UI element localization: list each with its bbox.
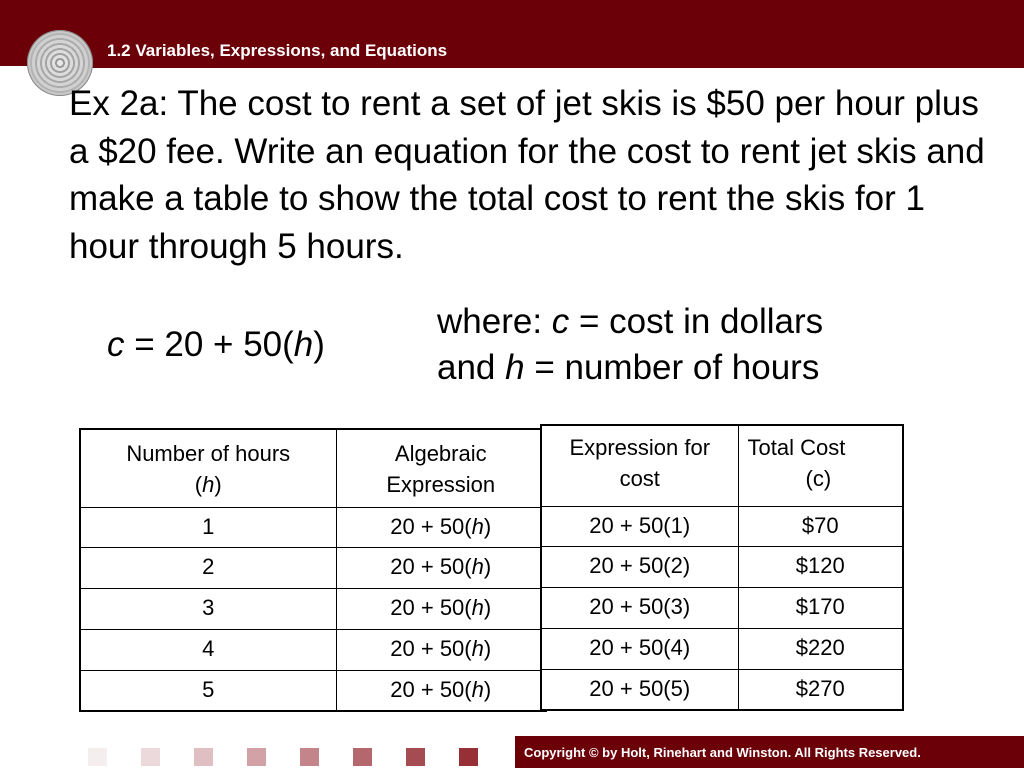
decorative-square <box>406 748 425 766</box>
decorative-square <box>141 748 160 766</box>
hours-cell: 2 <box>80 548 336 589</box>
table-row <box>80 670 546 711</box>
copyright-text: Copyright © by Holt, Rinehart and Winston. All Rights Reserved. <box>524 745 921 760</box>
table-header-row <box>80 429 546 507</box>
expr-prefix: 20 + 50( <box>390 676 472 702</box>
decorative-square <box>353 748 372 766</box>
table-row <box>541 669 903 710</box>
header-paren-open: ( <box>194 472 203 497</box>
total-cost-cell: $170 <box>738 588 903 629</box>
slide-title: 1.2 Variables, Expressions, and Equations <box>107 41 448 60</box>
expr-prefix: 20 + 50( <box>390 595 472 621</box>
table-row <box>80 629 546 670</box>
decorative-square <box>194 748 213 766</box>
decorative-square <box>88 748 107 766</box>
cost-table <box>540 424 904 711</box>
equation-rhs-prefix: 20 + 50( <box>164 325 294 364</box>
total-cost-cell: $220 <box>738 628 903 669</box>
variable-c: c <box>107 325 125 364</box>
expr-suffix: ) <box>483 513 492 539</box>
hours-expression-table <box>79 428 547 712</box>
expr-variable: h <box>471 676 484 702</box>
expr-suffix: ) <box>483 554 492 580</box>
header-hours-label: Number of hours <box>126 441 291 466</box>
table-row <box>80 507 546 548</box>
header-expression-label: Expression <box>386 472 496 497</box>
problem-statement: Ex 2a: The cost to rent a set of jet skis is $50 per hour plus a $20 fee. Write an equation for the cost to rent jet skis and make a table to show the total cost to rent the skis for 1 hour through 5 hours. <box>69 84 985 266</box>
expression-cell <box>336 507 546 548</box>
definition-c-text: = cost in dollars <box>569 302 824 341</box>
header-paren-close: ) <box>214 472 222 497</box>
expr-prefix: 20 + 50( <box>390 513 472 539</box>
header-underline <box>88 66 1024 68</box>
table-row <box>80 548 546 589</box>
equals-sign: = <box>124 325 165 364</box>
variable-definitions <box>437 299 823 391</box>
decorative-square <box>300 748 319 766</box>
hours-cell: 3 <box>80 589 336 630</box>
cost-expression-cell: 20 + 50(4) <box>541 628 738 669</box>
expr-variable: h <box>471 554 484 580</box>
table-row <box>541 588 903 629</box>
cost-expression-cell: 20 + 50(5) <box>541 669 738 710</box>
definition-h <box>437 345 823 391</box>
table-row <box>541 628 903 669</box>
decorative-square <box>247 748 266 766</box>
expression-cell <box>336 548 546 589</box>
cost-expression-cell: 20 + 50(3) <box>541 588 738 629</box>
expr-variable: h <box>471 635 484 661</box>
table-row <box>541 547 903 588</box>
variable-h: h <box>293 325 314 364</box>
hours-cell: 5 <box>80 670 336 711</box>
expression-cell <box>336 629 546 670</box>
where-label: where: <box>437 302 552 341</box>
header-number-of-hours <box>80 429 336 507</box>
expr-suffix: ) <box>483 595 492 621</box>
total-cost-cell: $120 <box>738 547 903 588</box>
and-label: and <box>437 348 506 387</box>
table-row <box>80 589 546 630</box>
decorative-square <box>459 748 478 766</box>
header-cost-label: cost <box>619 466 660 491</box>
header-hours-variable: h <box>202 472 215 497</box>
expr-variable: h <box>471 513 484 539</box>
header-total-cost <box>738 425 903 506</box>
header-total-cost-label: Total Cost <box>747 435 846 460</box>
total-cost-cell: $270 <box>738 669 903 710</box>
header-expression-for-label: Expression for <box>569 435 711 460</box>
header-algebraic-expression <box>336 429 546 507</box>
expression-cell <box>336 670 546 711</box>
cost-expression-cell: 20 + 50(1) <box>541 506 738 547</box>
equation <box>107 325 325 365</box>
expr-suffix: ) <box>483 635 492 661</box>
hours-cell: 4 <box>80 629 336 670</box>
cost-expression-cell: 20 + 50(2) <box>541 547 738 588</box>
expr-prefix: 20 + 50( <box>390 635 472 661</box>
header-expression-for-cost <box>541 425 738 506</box>
definition-h-text: = number of hours <box>524 348 820 387</box>
total-cost-cell: $70 <box>738 506 903 547</box>
expr-variable: h <box>471 595 484 621</box>
header-algebraic-label: Algebraic <box>394 441 487 466</box>
definition-c-variable: c <box>551 302 570 341</box>
definition-h-variable: h <box>505 348 525 387</box>
table-row <box>541 506 903 547</box>
hours-cell: 1 <box>80 507 336 548</box>
expr-prefix: 20 + 50( <box>390 554 472 580</box>
header-c-label: (c) <box>805 466 832 491</box>
equation-rhs-suffix: ) <box>313 325 325 364</box>
expression-cell <box>336 589 546 630</box>
table-header-row <box>541 425 903 506</box>
definition-c <box>437 299 823 345</box>
expr-suffix: ) <box>483 676 492 702</box>
